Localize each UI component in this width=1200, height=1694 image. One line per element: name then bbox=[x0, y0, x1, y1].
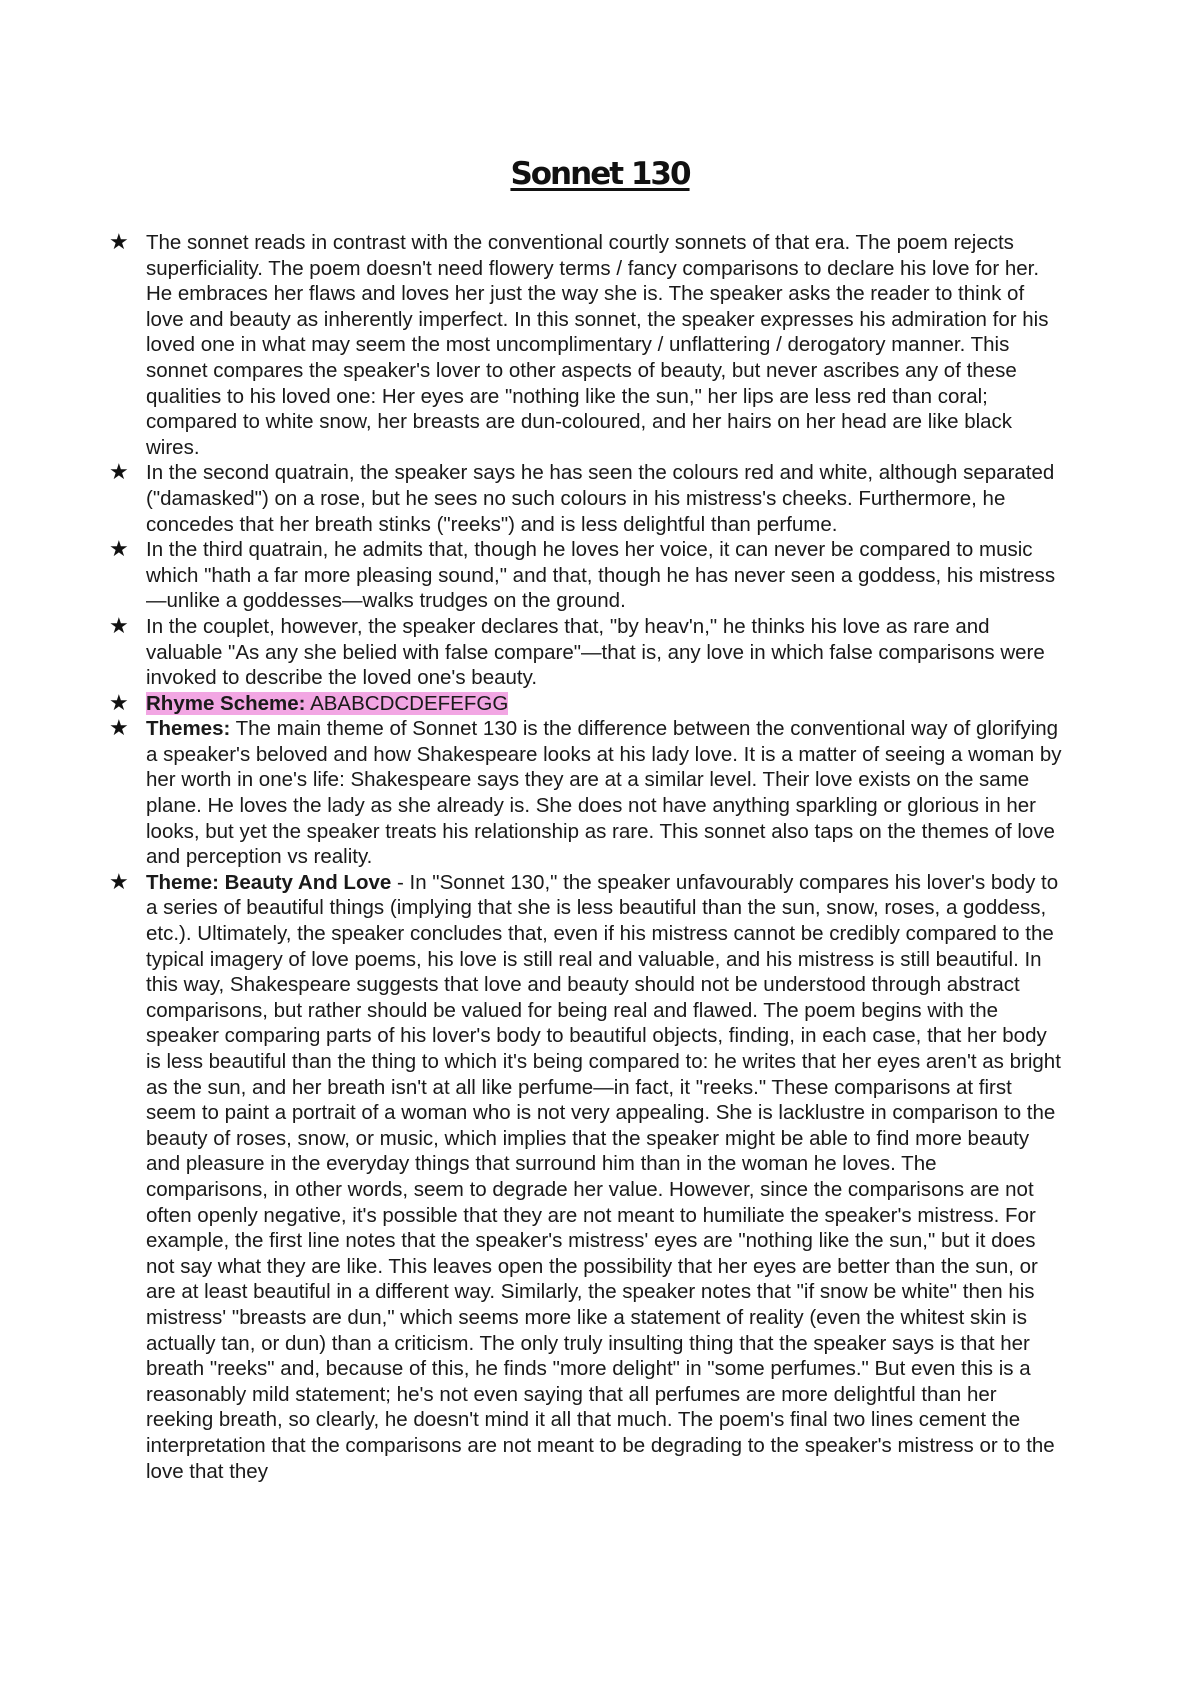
bullet-item-theme-beauty-love bbox=[109, 869, 1064, 1484]
star-icon: ★ bbox=[109, 460, 129, 486]
bullet-text: In the couplet, however, the speaker declares that, "by heav'n," he thinks his love as rare and valuable "As any she belied with false compare"—that is, any love in which false comparisons were invoked to describe the loved one's beauty. bbox=[146, 614, 1045, 690]
bullet-item-rhyme-scheme bbox=[109, 690, 1064, 717]
star-icon: ★ bbox=[109, 716, 129, 742]
bullet-text: In the second quatrain, the speaker says he has seen the colours red and white, although separated ("damasked") on a rose, but he sees no such colours in his mistress's cheeks. Furthermore, he concedes that her breath stinks ("reeks") and is less delightful than perfume. bbox=[146, 461, 1055, 536]
bullet-item-second-quatrain bbox=[109, 460, 1064, 537]
bullet-item-third-quatrain bbox=[109, 537, 1064, 614]
bullet-label: Theme: Beauty And Love bbox=[146, 870, 392, 894]
star-icon: ★ bbox=[109, 690, 129, 716]
page-title: Sonnet 130 bbox=[510, 156, 690, 192]
bullet-label: Rhyme Scheme: bbox=[146, 691, 306, 715]
bullet-text: The sonnet reads in contrast with the conventional courtly sonnets of that era. The poem rejects superficiality. The poem doesn't need flowery terms / fancy comparisons to declare his love for her. He embraces her flaws and loves her just the way she is. The speaker asks the reader to think of love and beauty as inherently imperfect. In this sonnet, the speaker expresses his admiration for his loved one in what may seem the most uncomplimentary / unflattering / derogatory manner. This sonnet compares the speaker's lover to other aspects of beauty, but never ascribes any of these qualities to his loved one: Her eyes are "nothing like the sun," her lips are less red than coral; compared to white snow, her breasts are dun-coloured, and her hairs on her head are like black wires. bbox=[146, 231, 1049, 459]
star-icon: ★ bbox=[109, 613, 129, 639]
bullet-text: The main theme of Sonnet 130 is the difference between the conventional way of glorifying a speaker's beloved and how Shakespeare looks at his lady love. It is a matter of seeing a woman by her worth in one's life: Shakespeare says they are at a similar level. Their love exists on the same plane. He loves the lady as she already is. She does not have anything sparkling or glorious in her looks, but yet the speaker treats his relationship as rare. This sonnet also taps on the themes of love and perception vs reality. bbox=[146, 717, 1062, 869]
bullet-label: Themes: bbox=[146, 717, 231, 741]
bullet-text: In the third quatrain, he admits that, though he loves her voice, it can never be compared to music which "hath a far more pleasing sound," and that, though he has never seen a goddess, his mistress—unlike a goddesses—walks trudges on the ground. bbox=[146, 538, 1056, 613]
star-icon: ★ bbox=[109, 537, 129, 563]
bullet-list bbox=[0, 230, 1200, 1484]
bullet-text: - In "Sonnet 130," the speaker unfavourably compares his lover's body to a series of beautiful things (implying that she is less beautiful than the sun, snow, roses, a goddess, etc.). Ultimately, the speaker concludes that, even if his mistress cannot be credibly compared to the typical imagery of love poems, his love is still real and valuable, and his mistress is still beautiful. In this way, Shakespeare suggests that love and beauty should not be understood through abstract comparisons, but rather should be valued for being real and flawed. The poem begins with the speaker comparing parts of his lover's body to beautiful objects, finding, in each case, that her body is less beautiful than the thing to which it's being compared to: he writes that her eyes aren't as bright as the sun, and her breath isn't at all like perfume—in fact, it "reeks." These comparisons at first seem to paint a portrait of a woman who is not very appealing. She is lacklustre in comparison to the beauty of roses, snow, or music, which implies that the speaker might be able to find more beauty and pleasure in the everyday things that surround him than in the woman he loves. The comparisons, in other words, seem to degrade her value. However, since the comparisons are not often openly negative, it's possible that they are not meant to humiliate the speaker's mistress. For example, the first line notes that the speaker's mistress' eyes are "nothing like the sun," but it does not say what they are like. This leaves open the possibility that her eyes are better than the sun, or are at least beautiful in a different way. Similarly, the speaker notes that "if snow be white" then his mistress' "breasts are dun," which seems more like a statement of reality (even the whitest skin is actually tan, or dun) than a criticism. The only truly insulting thing that the speaker says is that her breath "reeks" and, because of this, he finds "more delight" in "some perfumes." But even this is a reasonably mild statement; he's not even saying that all perfumes are more delightful than her reeking breath, so clearly, he doesn't mind it all that much. The poem's final two lines cement the interpretation that the comparisons are not meant to be degrading to the speaker's mistress or to the love that they bbox=[146, 870, 1061, 1483]
bullet-text: ABABCDCDEFEFGG bbox=[305, 691, 509, 715]
star-icon: ★ bbox=[109, 869, 129, 895]
bullet-item-couplet bbox=[109, 613, 1064, 691]
highlighted-text bbox=[146, 692, 508, 715]
bullet-item-themes bbox=[109, 716, 1064, 870]
star-icon: ★ bbox=[109, 230, 129, 255]
bullet-item-overview bbox=[109, 230, 1064, 460]
